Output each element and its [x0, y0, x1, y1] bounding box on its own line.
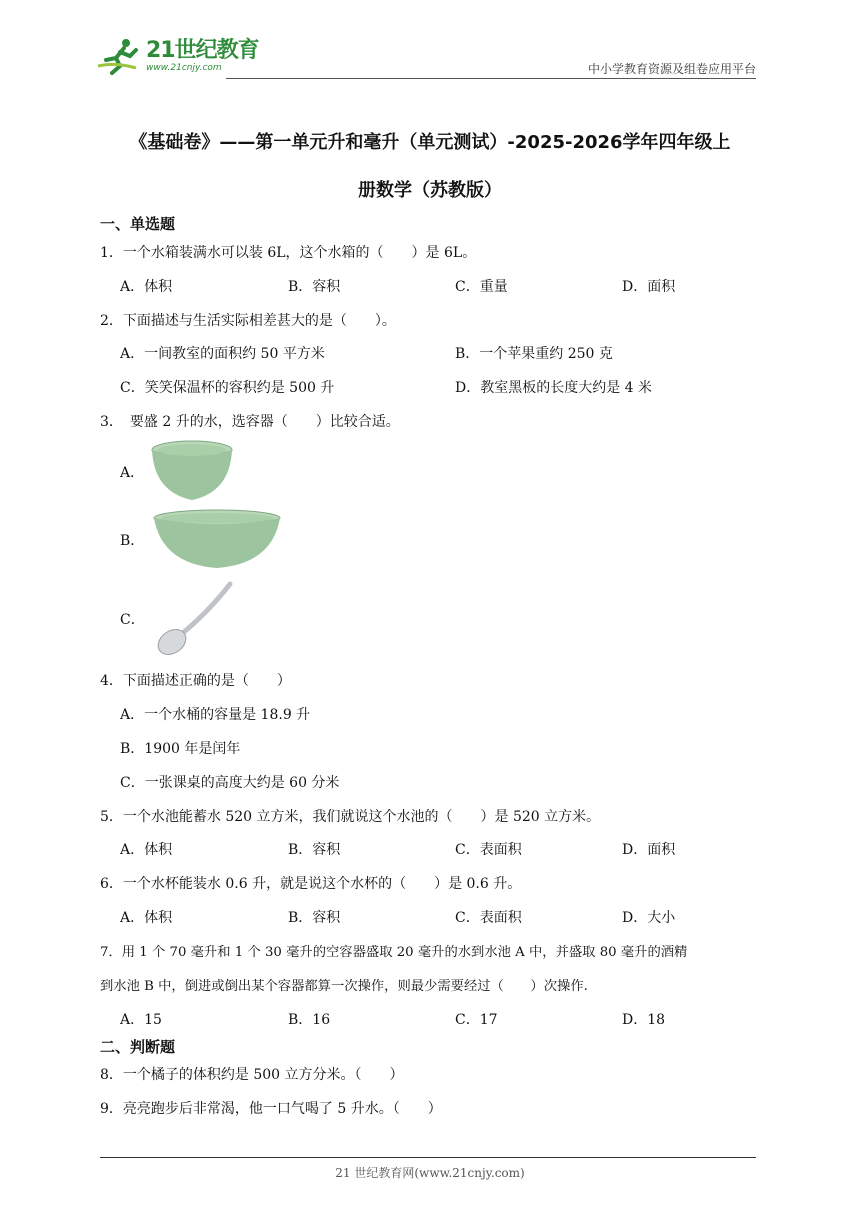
q6-option-c[interactable]: C．表面积 [455, 910, 522, 926]
q7-option-b[interactable]: B．16 [288, 1012, 331, 1028]
q7-option-d[interactable]: D．18 [622, 1012, 666, 1028]
q1-option-c[interactable]: C．重量 [455, 279, 508, 295]
q5-option-b[interactable]: B．容积 [288, 842, 341, 858]
q7-option-c[interactable]: C．17 [455, 1012, 498, 1028]
q5-option-d[interactable]: D．面积 [622, 842, 676, 858]
large-bowl-image [152, 508, 282, 572]
question-3: 3． 要盛 2 升的水，选容器（ ）比较合适。 [100, 414, 400, 430]
q2-option-d[interactable]: D．教室黑板的长度大约是 4 米 [455, 380, 653, 396]
question-7-line-1: 7．用 1 个 70 毫升和 1 个 30 毫升的空容器盛取 20 毫升的水到水池 A 中，并盛取 80 毫升的酒精 [100, 945, 688, 960]
q1-option-a[interactable]: A．体积 [120, 279, 173, 295]
small-bowl-image [150, 440, 234, 504]
page-title [90, 119, 770, 215]
title-line-2: 册数学（苏教版） [358, 180, 502, 201]
q6-option-a[interactable]: A．体积 [120, 910, 173, 926]
question-9: 9．亮亮跑步后非常渴，他一口气喝了 5 升水。（ ） [100, 1101, 442, 1117]
platform-name: 中小学教育资源及组卷应用平台 [587, 62, 756, 76]
q4-option-c[interactable]: C．一张课桌的高度大约是 60 分米 [120, 775, 340, 791]
question-4: 4．下面描述正确的是（ ） [100, 673, 291, 689]
q5-option-a[interactable]: A．体积 [120, 842, 173, 858]
q3-option-c[interactable]: C． [120, 612, 145, 628]
q7-option-a[interactable]: A．15 [120, 1012, 162, 1028]
section-heading: 二、判断题 [100, 1038, 176, 1056]
q2-option-a[interactable]: A．一间教室的面积约 50 平方米 [120, 346, 325, 362]
logo-url: www.21cnjy.com [146, 62, 222, 73]
question-5: 5．一个水池能蓄水 520 立方米，我们就说这个水池的（ ）是 520 立方米。 [100, 809, 601, 825]
section-heading: 一、单选题 [100, 215, 176, 233]
question-1: 1．一个水箱装满水可以装 6L，这个水箱的（ ）是 6L。 [100, 245, 477, 261]
q5-option-c[interactable]: C．表面积 [455, 842, 522, 858]
question-2: 2．下面描述与生活实际相差甚大的是（ ）。 [100, 313, 396, 329]
site-logo[interactable] [96, 34, 259, 78]
q1-option-d[interactable]: D．面积 [622, 279, 676, 295]
spoon-image [150, 580, 236, 660]
question-7-line-2: 到水池 B 中，倒进或倒出某个容器都算一次操作，则最少需要经过（ ）次操作. [100, 979, 588, 994]
q6-option-b[interactable]: B．容积 [288, 910, 341, 926]
footer-text[interactable]: 21 世纪教育网(www.21cnjy.com) [335, 1166, 525, 1180]
page-header [96, 34, 756, 80]
question-6: 6．一个水杯能装水 0.6 升，就是说这个水杯的（ ）是 0.6 升。 [100, 876, 522, 892]
logo-title: 21世纪教育 [146, 37, 259, 63]
q6-option-d[interactable]: D．大小 [622, 910, 676, 926]
runner-logo-icon [96, 36, 142, 76]
q4-option-b[interactable]: B．1900 年是闰年 [120, 741, 241, 757]
title-line-1: 《基础卷》——第一单元升和毫升（单元测试）-2025-2026学年四年级上 [129, 132, 731, 153]
footer-divider [100, 1157, 756, 1158]
q3-option-a[interactable]: A． [120, 465, 145, 481]
q3-option-b[interactable]: B． [120, 533, 145, 549]
q2-option-c[interactable]: C．笑笑保温杯的容积约是 500 升 [120, 380, 335, 396]
q1-option-b[interactable]: B．容积 [288, 279, 341, 295]
header-divider [226, 78, 756, 79]
q4-option-a[interactable]: A．一个水桶的容量是 18.9 升 [120, 707, 311, 723]
q2-option-b[interactable]: B．一个苹果重约 250 克 [455, 346, 613, 362]
question-8: 8．一个橘子的体积约是 500 立方分米。（ ） [100, 1067, 404, 1083]
